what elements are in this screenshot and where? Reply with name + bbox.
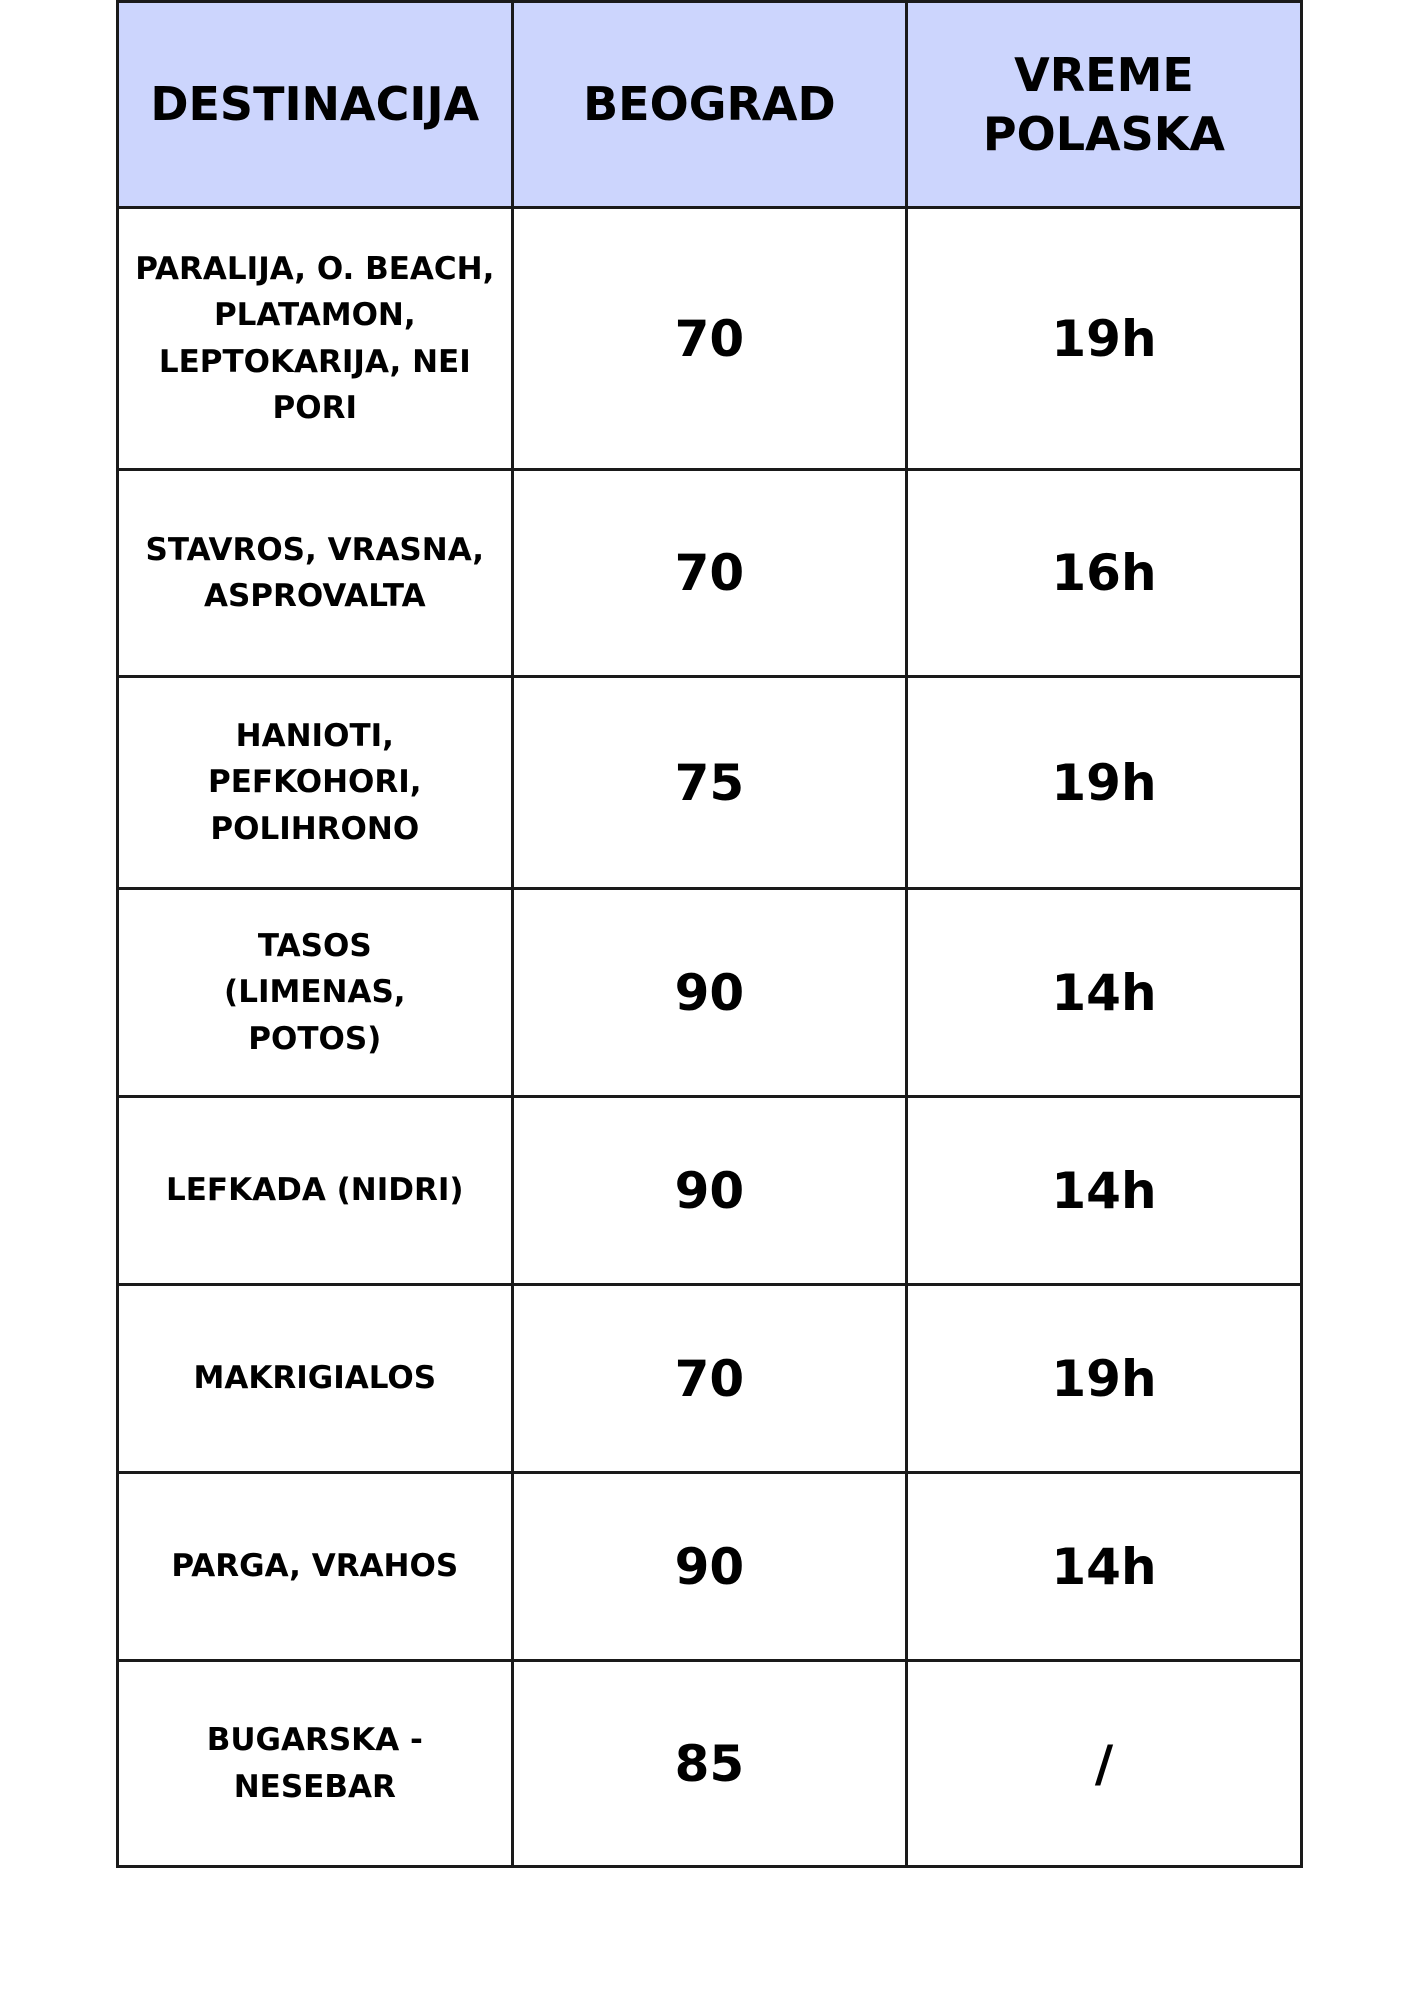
- price-cell: 90: [512, 889, 907, 1097]
- table-row: [118, 1661, 1302, 1867]
- destination-cell: MAKRIGIALOS: [118, 1285, 513, 1473]
- departure-cell: /: [907, 1661, 1302, 1867]
- price-cell: 75: [512, 677, 907, 889]
- destination-cell: TASOS (LIMENAS, POTOS): [118, 889, 513, 1097]
- header-destination: DESTINACIJA: [118, 2, 513, 208]
- price-cell: 70: [512, 208, 907, 470]
- table-row: [118, 677, 1302, 889]
- departure-cell: 19h: [907, 677, 1302, 889]
- price-cell: 90: [512, 1473, 907, 1661]
- destination-cell: HANIOTI, PEFKOHORI, POLIHRONO: [118, 677, 513, 889]
- table-row: [118, 1097, 1302, 1285]
- table-row: [118, 1285, 1302, 1473]
- destination-cell: PARGA, VRAHOS: [118, 1473, 513, 1661]
- table-row: [118, 889, 1302, 1097]
- header-departure-time: VREME POLASKA: [907, 2, 1302, 208]
- departure-cell: 16h: [907, 470, 1302, 677]
- destination-cell: PARALIJA, O. BEACH, PLATAMON, LEPTOKARIJA, NEI PORI: [118, 208, 513, 470]
- destination-cell: STAVROS, VRASNA, ASPROVALTA: [118, 470, 513, 677]
- departure-cell: 14h: [907, 1473, 1302, 1661]
- price-cell: 90: [512, 1097, 907, 1285]
- departure-cell: 14h: [907, 1097, 1302, 1285]
- schedule-table: [116, 0, 1303, 1868]
- price-cell: 70: [512, 1285, 907, 1473]
- destination-cell: BUGARSKA - NESEBAR: [118, 1661, 513, 1867]
- departure-cell: 19h: [907, 1285, 1302, 1473]
- departure-cell: 14h: [907, 889, 1302, 1097]
- header-row: [118, 2, 1302, 208]
- price-cell: 70: [512, 470, 907, 677]
- table-row: [118, 1473, 1302, 1661]
- departure-cell: 19h: [907, 208, 1302, 470]
- destination-cell: LEFKADA (NIDRI): [118, 1097, 513, 1285]
- price-cell: 85: [512, 1661, 907, 1867]
- table-row: [118, 470, 1302, 677]
- table-row: [118, 208, 1302, 470]
- header-belgrade-price: BEOGRAD: [512, 2, 907, 208]
